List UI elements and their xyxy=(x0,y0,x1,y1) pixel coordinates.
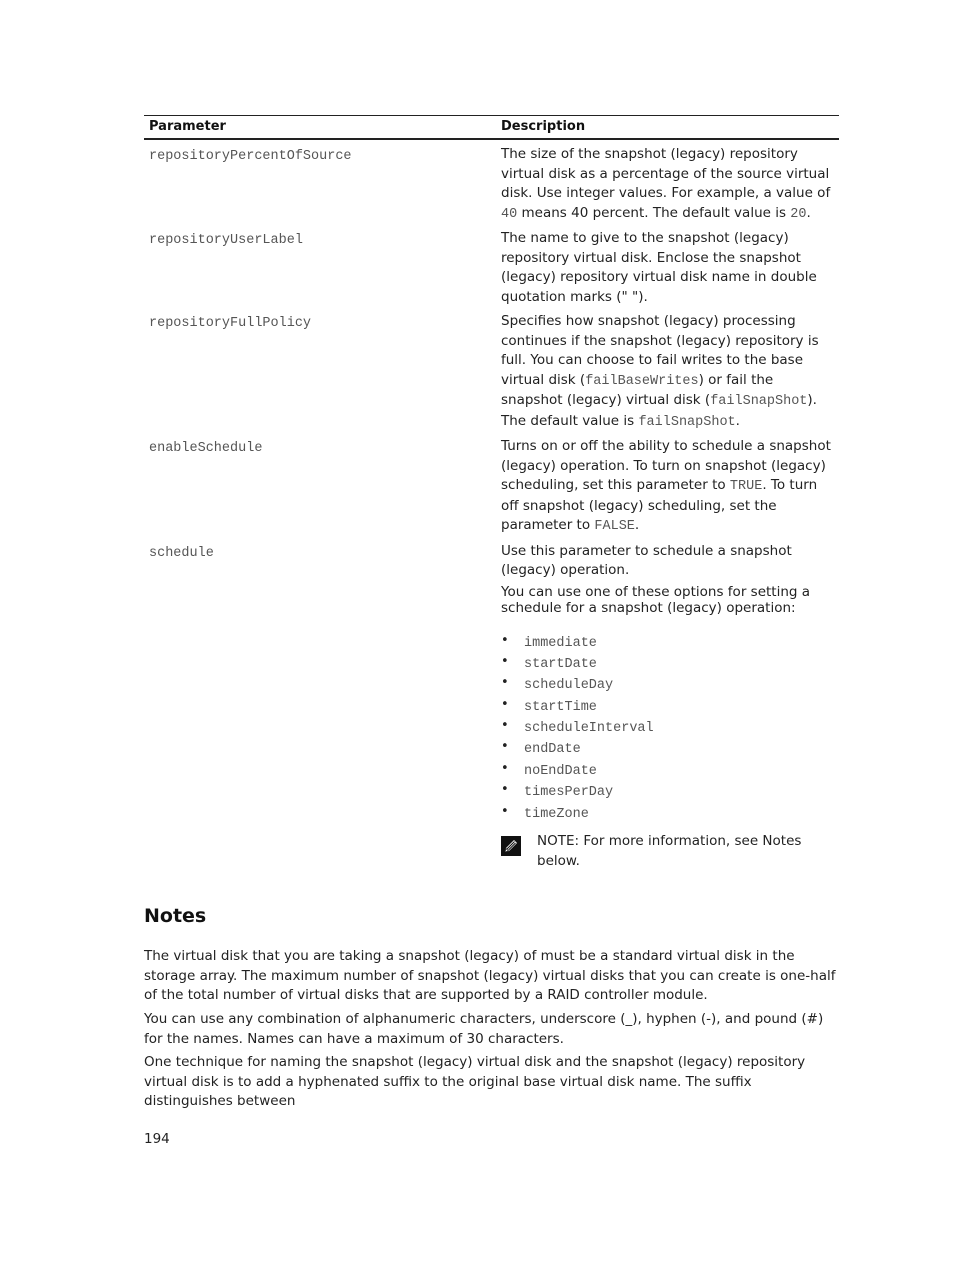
inline-code: TRUE xyxy=(729,479,763,494)
notes-paragraph-2: You can use any combination of alphanumeric characters, underscore (_), hyphen (-), and pound (#) for the names. Names can have a maximum of 30 characters. xyxy=(144,1011,824,1047)
list-item xyxy=(501,651,835,672)
bullet: • xyxy=(501,782,509,798)
notes-paragraph-1: The virtual disk that you are taking a snapshot (legacy) of must be a standard virtual disk in the storage array. The maximum number of snapshot (legacy) virtual disks that you can create is one-half of the total number of virtual disks that are supported by a RAID controller module. xyxy=(144,948,836,1003)
bullet: • xyxy=(501,803,509,819)
bullet: • xyxy=(501,718,509,734)
list-item xyxy=(501,736,835,757)
list-item xyxy=(501,715,835,736)
list-item xyxy=(501,694,835,715)
bullet: • xyxy=(501,739,509,755)
option-name: timesPerDay xyxy=(524,785,614,801)
table-row xyxy=(144,224,839,307)
header-parameter: Parameter xyxy=(144,116,496,140)
bullet: • xyxy=(501,632,509,648)
inline-code: failSnapShot xyxy=(638,414,736,430)
parameter-table xyxy=(144,115,839,871)
table-row xyxy=(144,139,839,224)
schedule-options-list xyxy=(501,630,835,823)
option-name: scheduleInterval xyxy=(524,721,654,737)
inline-code: FALSE xyxy=(594,519,635,534)
inline-code: 20 xyxy=(790,206,807,222)
param-name: repositoryUserLabel xyxy=(149,233,303,248)
header-description: Description xyxy=(496,116,839,140)
note-box xyxy=(501,832,835,871)
option-name: noEndDate xyxy=(524,763,597,779)
notes-paragraph-3: One technique for naming the snapshot (legacy) virtual disk and the snapshot (legacy) repository virtual disk is to add a hyphenated suffix to the original base virtual disk name. The suffix distinguishes between xyxy=(144,1054,806,1109)
list-item xyxy=(501,758,835,779)
page-number: 194 xyxy=(144,1131,170,1147)
param-description: The size of the snapshot (legacy) repository virtual disk as a percentage of the source virtual disk. Use integer values. For example, a value of 40 means 40 percent. The default value is 20. xyxy=(501,146,831,222)
option-name: timeZone xyxy=(524,806,589,822)
option-name: startTime xyxy=(524,699,597,715)
list-item xyxy=(501,779,835,800)
param-description: Specifies how snapshot (legacy) processing continues if the snapshot (legacy) repository is full. You can choose to fail writes to the base virtual disk (failBaseWrites) or fail the snapshot (legacy) virtual disk (failSnapShot). The default value is failSnapShot. xyxy=(501,313,819,430)
options-intro: You can use one of these options for setting a schedule for a snapshot (legacy) operation: xyxy=(501,583,811,616)
param-description: Turns on or off the ability to schedule a snapshot (legacy) operation. To turn on snapshot (legacy) scheduling, set this parameter to TRUE. To turn off snapshot (legacy) scheduling, set the parameter to FALSE. xyxy=(501,438,831,534)
param-name: schedule xyxy=(149,545,214,561)
table-row xyxy=(144,432,839,537)
list-item xyxy=(501,801,835,822)
bullet: • xyxy=(501,653,509,669)
inline-code: failSnapShot xyxy=(710,394,808,409)
inline-code: 40 xyxy=(501,206,518,222)
param-name: repositoryPercentOfSource xyxy=(149,149,352,164)
list-item xyxy=(501,672,835,693)
param-name: repositoryFullPolicy xyxy=(149,316,312,331)
notes-heading: Notes xyxy=(144,905,207,927)
table-row xyxy=(144,307,839,432)
note-text: For more information, see Notes below. xyxy=(537,833,802,869)
option-name: startDate xyxy=(524,656,597,672)
pencil-note-icon xyxy=(501,836,521,856)
bullet: • xyxy=(501,696,509,712)
bullet: • xyxy=(501,675,509,691)
inline-code: failBaseWrites xyxy=(585,373,699,389)
param-name: enableSchedule xyxy=(149,441,263,456)
list-item xyxy=(501,630,835,651)
table-row xyxy=(144,537,839,872)
table-header-row xyxy=(144,116,839,140)
option-name: endDate xyxy=(524,742,581,758)
param-description: The name to give to the snapshot (legacy) repository virtual disk. Enclose the snapshot (legacy) repository virtual disk name in double quotation marks (" "). xyxy=(501,230,817,305)
option-name: scheduleDay xyxy=(524,678,614,694)
bullet: • xyxy=(501,760,509,776)
param-description: Use this parameter to schedule a snapshot (legacy) operation. xyxy=(501,542,792,578)
note-label: NOTE: xyxy=(537,833,580,850)
option-name: immediate xyxy=(524,635,597,651)
